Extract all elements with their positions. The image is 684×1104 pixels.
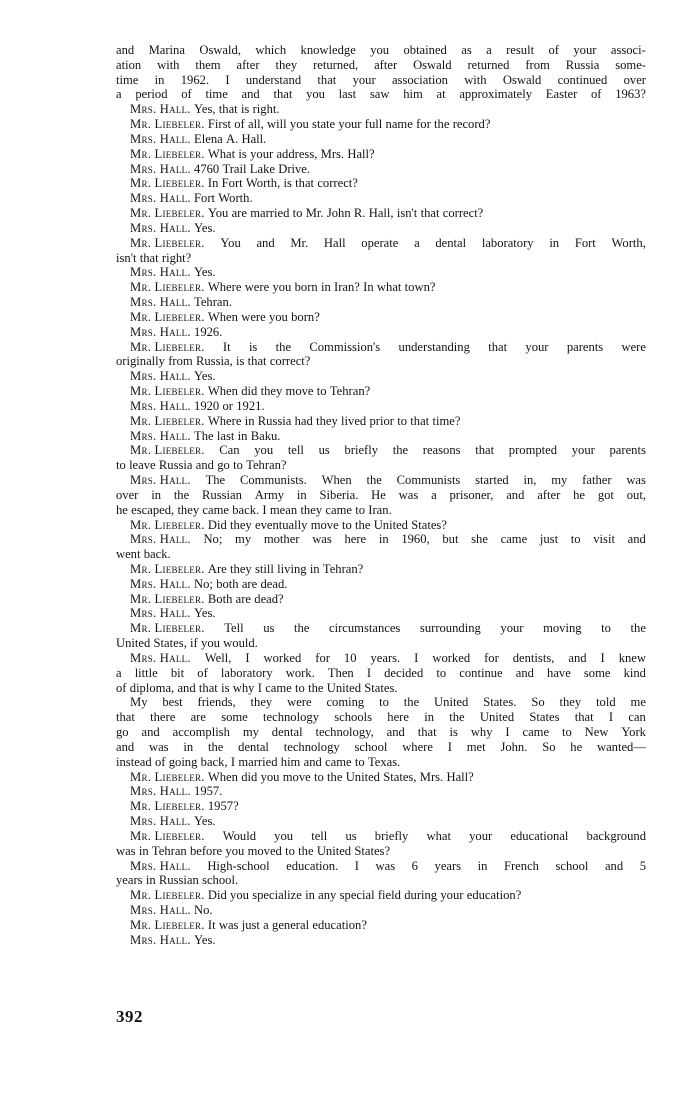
speaker-label: Mrs. Hall. <box>130 161 191 176</box>
testimony-text <box>116 43 646 948</box>
text-line: Mrs. Hall. The last in Baku. <box>130 428 281 443</box>
speaker-label: Mrs. Hall. <box>130 131 191 146</box>
speaker-label: Mrs. Hall. <box>130 369 191 384</box>
speaker-label: Mr. Liebeler. <box>130 917 205 932</box>
text-line: instead of going back, I married him and came to Texas. <box>116 754 401 769</box>
speaker-label: Mr. Liebeler. <box>130 621 205 636</box>
speaker-label: Mrs. Hall. <box>130 295 191 310</box>
text-line: Mrs. Hall. 4760 Trail Lake Drive. <box>130 161 311 176</box>
text-line: Mr. Liebeler. In Fort Worth, is that correct? <box>130 176 358 191</box>
text-line: Mrs. Hall. Yes. <box>130 814 216 829</box>
text-line: Mrs. Hall. Yes, that is right. <box>130 102 280 117</box>
text-line: Mrs. Hall. Yes. <box>130 606 216 621</box>
text-line: Mr. Liebeler. Are they still living in Tehran? <box>130 561 364 576</box>
speaker-label: Mr. Liebeler. <box>130 117 205 132</box>
text-line: Mr. Liebeler. Would you tell us briefly what your educational background <box>130 828 646 843</box>
text-line: Mr. Liebeler. Tell us the circumstances surrounding your moving to the <box>130 621 646 636</box>
speaker-label: Mr. Liebeler. <box>130 339 205 354</box>
speaker-label: Mrs. Hall. <box>130 606 191 621</box>
speaker-label: Mrs. Hall. <box>130 191 191 206</box>
speaker-label: Mr. Liebeler. <box>130 384 205 399</box>
speaker-label: Mrs. Hall. <box>130 576 191 591</box>
speaker-label: Mr. Liebeler. <box>130 799 205 814</box>
text-line: Mr. Liebeler. It was just a general education? <box>130 917 367 932</box>
text-line: Mrs. Hall. Yes. <box>130 220 216 235</box>
text-line: Mr. Liebeler. Where in Russia had they lived prior to that time? <box>130 413 461 428</box>
speaker-label: Mrs. Hall. <box>130 473 191 488</box>
text-line: Mrs. Hall. Yes. <box>130 932 216 947</box>
text-line: Mr. Liebeler. Can you tell us briefly the reasons that prompted your parents <box>130 443 646 458</box>
speaker-label: Mrs. Hall. <box>130 220 191 235</box>
text-line: Mr. Liebeler. 1957? <box>130 799 239 814</box>
text-line: Mr. Liebeler. When did you move to the United States, Mrs. Hall? <box>130 769 474 784</box>
text-line: time in 1962. I understand that your association with Oswald continued over <box>116 72 646 87</box>
text-line: years in Russian school. <box>116 873 239 888</box>
text-line: went back. <box>116 547 171 562</box>
text-line: Mrs. Hall. No; my mother was here in 1960, but she came just to visit and <box>130 532 646 547</box>
speaker-label: Mrs. Hall. <box>130 102 191 117</box>
text-line: Mrs. Hall. Fort Worth. <box>130 191 253 206</box>
text-line: isn't that right? <box>116 250 192 265</box>
speaker-label: Mr. Liebeler. <box>130 828 205 843</box>
speaker-label: Mr. Liebeler. <box>130 443 205 458</box>
text-line: Mrs. Hall. Yes. <box>130 369 216 384</box>
text-line: United States, if you would. <box>116 636 258 651</box>
speaker-label: Mrs. Hall. <box>130 903 191 918</box>
text-line: Mr. Liebeler. When did they move to Tehran? <box>130 384 371 399</box>
speaker-label: Mrs. Hall. <box>130 932 191 947</box>
speaker-label: Mrs. Hall. <box>130 858 191 873</box>
speaker-label: Mrs. Hall. <box>130 398 191 413</box>
text-line: Mrs. Hall. The Communists. When the Communists started in, my father was <box>130 473 646 488</box>
text-line: Mr. Liebeler. First of all, will you state your full name for the record? <box>130 117 491 132</box>
text-line: Mr. Liebeler. Did they eventually move to the United States? <box>130 517 447 532</box>
text-line: Mrs. Hall. 1957. <box>130 784 223 799</box>
text-line: go and accomplish my dental technology, and that is why I came to New York <box>116 725 646 740</box>
text-line: Mr. Liebeler. When were you born? <box>130 309 320 324</box>
speaker-label: Mrs. Hall. <box>130 265 191 280</box>
text-line: Mr. Liebeler. What is your address, Mrs. Hall? <box>130 146 375 161</box>
text-line: Mrs. Hall. Elena A. Hall. <box>130 131 267 146</box>
text-line: Mrs. Hall. Tehran. <box>130 295 232 310</box>
page-number: 392 <box>116 1007 143 1026</box>
text-line: he escaped, they came back. I mean they came to Iran. <box>116 502 392 517</box>
speaker-label: Mrs. Hall. <box>130 650 191 665</box>
speaker-label: Mrs. Hall. <box>130 324 191 339</box>
speaker-label: Mr. Liebeler. <box>130 280 205 295</box>
speaker-label: Mr. Liebeler. <box>130 769 205 784</box>
speaker-label: Mr. Liebeler. <box>130 888 205 903</box>
text-line: originally from Russia, is that correct? <box>116 354 311 369</box>
text-line: ation with them after they returned, after Oswald returned from Russia some- <box>116 57 646 72</box>
text-line: Mrs. Hall. No; both are dead. <box>130 576 288 591</box>
speaker-label: Mr. Liebeler. <box>130 517 205 532</box>
text-line: and was in the dental technology school where I met John. So he wanted— <box>116 739 646 754</box>
text-line: My best friends, they were coming to the United States. So they told me <box>130 695 646 710</box>
speaker-label: Mr. Liebeler. <box>130 206 205 221</box>
speaker-label: Mr. Liebeler. <box>130 309 205 324</box>
speaker-label: Mrs. Hall. <box>130 784 191 799</box>
text-line: Mrs. Hall. Yes. <box>130 265 216 280</box>
speaker-label: Mr. Liebeler. <box>130 591 205 606</box>
text-line: Mr. Liebeler. Did you specialize in any special field during your education? <box>130 888 522 903</box>
text-line: Mrs. Hall. No. <box>130 903 213 918</box>
text-line: and Marina Oswald, which knowledge you obtained as a result of your associ- <box>116 43 646 57</box>
text-line: Mrs. Hall. 1926. <box>130 324 223 339</box>
text-line: Mr. Liebeler. Where were you born in Iran? In what town? <box>130 280 436 295</box>
speaker-label: Mr. Liebeler. <box>130 176 205 191</box>
text-line: Mr. Liebeler. Both are dead? <box>130 591 284 606</box>
text-line: Mr. Liebeler. It is the Commission's understanding that your parents were <box>130 339 646 354</box>
text-line: a little bit of laboratory work. Then I decided to continue and have some kind <box>116 665 646 680</box>
text-line: Mrs. Hall. 1920 or 1921. <box>130 398 265 413</box>
text-line: of diploma, and that is why I came to the United States. <box>116 680 398 695</box>
speaker-label: Mrs. Hall. <box>130 532 191 547</box>
speaker-label: Mr. Liebeler. <box>130 146 205 161</box>
text-line: Mr. Liebeler. You and Mr. Hall operate a dental laboratory in Fort Worth, <box>130 235 646 250</box>
speaker-label: Mrs. Hall. <box>130 428 191 443</box>
text-line: Mr. Liebeler. You are married to Mr. John R. Hall, isn't that correct? <box>130 206 484 221</box>
text-line: a period of time and that you last saw him at approximately Easter of 1963? <box>116 87 646 102</box>
text-line: to leave Russia and go to Tehran? <box>116 458 287 473</box>
text-line: was in Tehran before you moved to the United States? <box>116 843 391 858</box>
speaker-label: Mr. Liebeler. <box>130 235 205 250</box>
speaker-label: Mrs. Hall. <box>130 814 191 829</box>
text-line: Mrs. Hall. High-school education. I was 6 years in French school and 5 <box>130 858 646 873</box>
text-line: that there are some technology schools here in the United States that I can <box>116 710 646 725</box>
text-line: over in the Russian Army in Siberia. He was a prisoner, and after he got out, <box>116 487 646 502</box>
speaker-label: Mr. Liebeler. <box>130 561 205 576</box>
speaker-label: Mr. Liebeler. <box>130 413 205 428</box>
text-line: Mrs. Hall. Well, I worked for 10 years. I worked for dentists, and I knew <box>130 650 646 665</box>
